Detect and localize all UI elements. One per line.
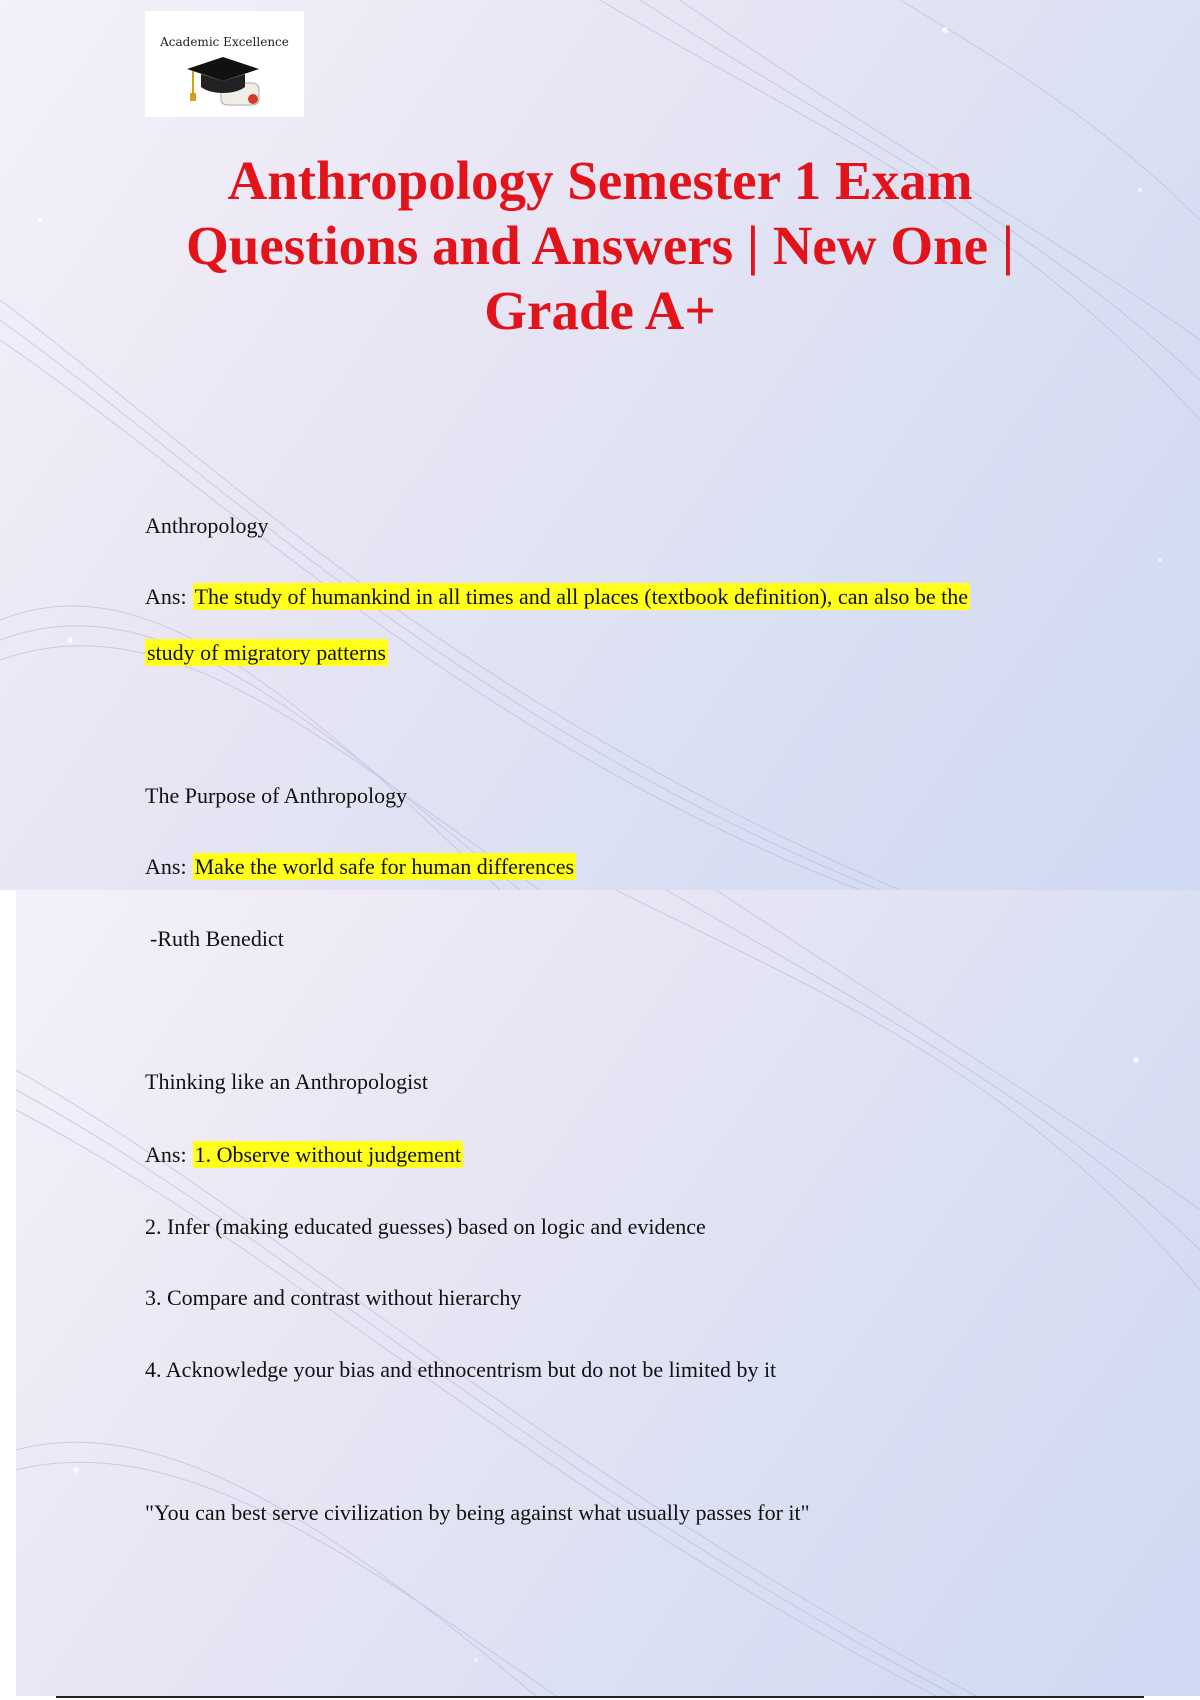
ans-label: Ans: <box>145 1142 187 1167</box>
ans-label: Ans: <box>145 854 187 879</box>
logo-text: Academic Excellence <box>160 35 289 49</box>
answer-purpose <box>145 852 576 882</box>
ans-label: Ans: <box>145 584 187 609</box>
page-bottom-rule <box>56 1696 1144 1698</box>
answer-anthropology-continued <box>145 638 388 668</box>
document-title: Anthropology Semester 1 Exam Questions and Answers | New One | Grade A+ <box>186 150 1014 341</box>
list-item: 2. Infer (making educated guesses) based on logic and evidence <box>145 1214 706 1239</box>
list-item: 3. Compare and contrast without hierarchy <box>145 1285 522 1310</box>
highlighted-answer: The study of humankind in all times and all places (textbook definition), can also be the <box>194 584 969 609</box>
question-anthropology: Anthropology <box>145 513 269 538</box>
highlighted-answer: study of migratory patterns <box>147 640 386 665</box>
question-thinking: Thinking like an Anthropologist <box>145 1069 428 1094</box>
highlighted-answer: 1. Observe without judgement <box>194 1142 461 1167</box>
graduation-cap-icon <box>183 55 267 113</box>
question-quote: "You can best serve civilization by being against what usually passes for it" <box>145 1500 810 1525</box>
question-purpose: The Purpose of Anthropology <box>145 783 408 808</box>
academic-excellence-logo <box>145 11 304 117</box>
answer-anthropology <box>145 582 970 612</box>
answer-thinking <box>145 1140 463 1170</box>
answer-attribution: -Ruth Benedict <box>150 926 284 951</box>
list-item: 4. Acknowledge your bias and ethnocentrism but do not be limited by it <box>145 1357 777 1382</box>
highlighted-answer: Make the world safe for human differences <box>194 854 575 879</box>
